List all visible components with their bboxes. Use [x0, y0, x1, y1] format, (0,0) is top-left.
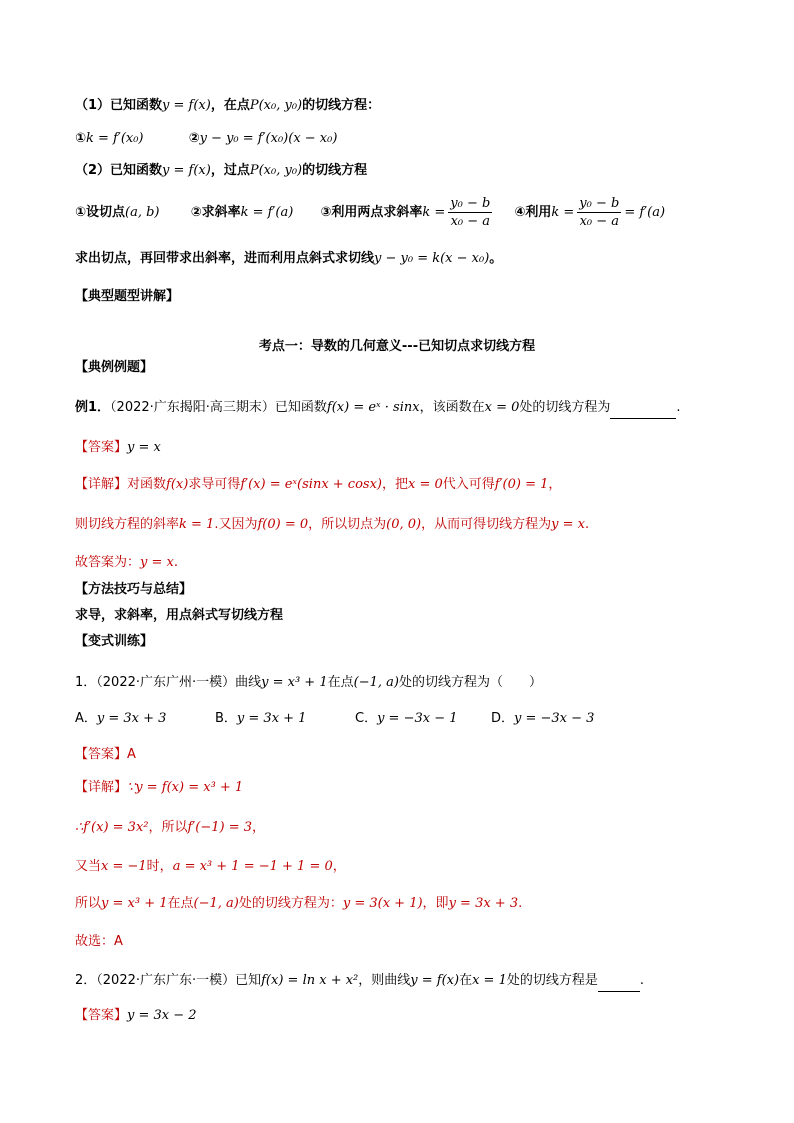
detail-text: 在点	[167, 896, 194, 911]
formula: y − y₀ = f′(x₀)(x − x₀)	[199, 131, 338, 146]
detail-text: 又当	[75, 859, 102, 874]
answer-blank	[598, 971, 640, 992]
detail-tag: 【详解】	[75, 477, 128, 492]
answer-tag: 【答案】	[75, 440, 128, 455]
formula: y = 3x + 3	[448, 896, 519, 911]
question-text: 在点	[327, 675, 354, 690]
question-text: ，该函数在	[419, 400, 485, 415]
question-text: （2022·广东揭阳·高三期末）已知函数	[110, 400, 327, 415]
detail-text: 所以	[75, 896, 102, 911]
detail-text: 处的切线方程为：	[238, 896, 343, 911]
section-header: 【变式训练】	[75, 634, 154, 649]
section-header: 【方法技巧与总结】	[75, 582, 193, 597]
detail-text: ，	[252, 820, 266, 835]
option-letter: D．	[491, 711, 515, 726]
option-c[interactable]	[355, 709, 491, 729]
detail-line	[75, 475, 754, 495]
formula: ∴f′(x) = 3x²	[75, 820, 149, 835]
formula: y = −3x − 1	[377, 711, 458, 726]
formula: y = f(x)	[162, 163, 211, 178]
formula: k =	[422, 205, 446, 220]
marker: ②	[188, 131, 200, 146]
detail-text: 时，	[146, 859, 173, 874]
formula: (0, 0)	[386, 517, 422, 532]
marker: ①	[75, 131, 87, 146]
fraction-denominator: x₀ − a	[450, 214, 491, 229]
detail-text: ，即	[422, 896, 449, 911]
formula: (−1, a)	[353, 675, 399, 690]
question-line	[75, 673, 754, 693]
formula: f′(0) = 1	[494, 477, 549, 492]
detail-text: 对函数	[127, 477, 167, 492]
formula: k = f′(a)	[240, 205, 294, 220]
intro-text: ，过点	[210, 163, 250, 178]
topic-title: 考点一：导数的几何意义---已知切点求切线方程	[258, 339, 536, 354]
question-text: 处的切线方程是	[506, 973, 598, 988]
formula: (−1, a)	[193, 896, 239, 911]
intro-text: 的切线方程：	[302, 98, 381, 113]
formula: f(x) = eˣ · sinx	[326, 400, 420, 415]
formula: y = x³ + 1	[261, 675, 328, 690]
formula: y = −3x − 3	[514, 711, 595, 726]
answer-line	[75, 745, 754, 765]
formula: (a, b)	[125, 205, 160, 220]
detail-text: ，	[332, 859, 346, 874]
intro-text: ③利用两点求斜率	[320, 205, 423, 220]
question-text: 处的切线方程为（ ）	[398, 675, 542, 690]
intro-text: （1）已知函数	[75, 98, 163, 113]
option-letter: C．	[355, 711, 378, 726]
formula: y = x	[551, 517, 585, 532]
intro-line-3	[75, 161, 754, 181]
formula: k = 1	[179, 517, 215, 532]
fraction-numerator: y₀ − b	[579, 196, 620, 211]
formula: P(x₀, y₀)	[249, 163, 303, 178]
formula: f(0) = 0	[257, 517, 309, 532]
intro-text: 。	[489, 251, 503, 266]
detail-text: 求导可得	[188, 477, 241, 492]
example-question	[75, 398, 754, 419]
question-text: 1．（2022·广东广州·一模）曲线	[75, 675, 262, 690]
question-text: 在	[459, 973, 473, 988]
formula: y = f(x)	[162, 98, 211, 113]
option-a[interactable]	[75, 709, 215, 729]
intro-line-1	[75, 96, 754, 116]
detail-text: 则切线方程的斜率	[75, 517, 180, 532]
example-label: 例1．	[75, 400, 111, 415]
detail-text: 故答案为：	[75, 555, 141, 570]
detail-text: .	[173, 555, 178, 570]
answer-line	[75, 1006, 754, 1026]
option-letter: A．	[75, 711, 97, 726]
formula: P(x₀, y₀)	[249, 98, 303, 113]
fraction-numerator: y₀ − b	[450, 196, 491, 211]
question-text: .	[676, 400, 681, 415]
question-text: 2．（2022·广东广东·一模）已知	[75, 973, 262, 988]
detail-text: 代入可得	[442, 477, 495, 492]
option-b[interactable]	[215, 709, 355, 729]
formula: f(x)	[166, 477, 189, 492]
formula: y = 3x − 2	[127, 1008, 197, 1023]
intro-text: ，在点	[210, 98, 250, 113]
formula: a = x³ + 1 = −1 + 1 = 0	[172, 859, 333, 874]
formula: k =	[551, 205, 575, 220]
intro-text: ②求斜率	[190, 205, 241, 220]
formula: y = 3(x + 1)	[342, 896, 423, 911]
question-text: ，则曲线	[358, 973, 411, 988]
detail-line: 故选：A	[75, 934, 123, 949]
answer-tag: 【答案】	[75, 1008, 128, 1023]
method-text: 求导，求斜率，用点斜式写切线方程	[75, 608, 284, 623]
intro-line-4	[75, 194, 754, 234]
detail-line	[75, 818, 754, 838]
formula: = f′(a)	[624, 205, 666, 220]
options-row	[75, 709, 754, 729]
formula: ∵y = f(x) = x³ + 1	[127, 780, 244, 795]
question-line	[75, 971, 754, 992]
detail-text: ，	[548, 477, 562, 492]
formula: f′(x) = eˣ(sinx + cosx)	[240, 477, 382, 492]
formula: y = f(x)	[410, 973, 460, 988]
detail-line	[75, 553, 754, 573]
formula: y = x³ + 1	[101, 896, 168, 911]
formula: y = 3x + 3	[96, 711, 167, 726]
option-d[interactable]	[491, 709, 631, 729]
detail-text: ，所以切点为	[308, 517, 387, 532]
intro-text: ④利用	[514, 205, 552, 220]
formula: y = x	[127, 440, 161, 455]
intro-text: 的切线方程	[302, 163, 368, 178]
formula: x = 0	[484, 400, 520, 415]
intro-text: （2）已知函数	[75, 163, 163, 178]
detail-text: .	[584, 517, 590, 532]
detail-line	[75, 778, 754, 798]
question-text: .	[639, 973, 645, 988]
formula: x = 1	[472, 973, 507, 988]
intro-line-5	[75, 249, 754, 269]
detail-line	[75, 515, 754, 535]
formula: k = f′(x₀)	[86, 131, 144, 146]
detail-text: .又因为	[214, 517, 258, 532]
detail-tag: 【详解】	[75, 780, 128, 795]
formula: y = 3x + 1	[236, 711, 307, 726]
formula: f′(−1) = 3	[187, 820, 252, 835]
formula: x = 0	[408, 477, 443, 492]
section-header: 【典型题型讲解】	[75, 289, 180, 304]
option-letter: B．	[215, 711, 237, 726]
section-header: 【典例例题】	[75, 360, 154, 375]
fraction	[577, 195, 621, 230]
detail-text: ，从而可得切线方程为	[421, 517, 552, 532]
detail-text: ，所以	[148, 820, 188, 835]
formula: f(x) = ln x + x²	[261, 973, 359, 988]
formula: x = −1	[101, 859, 147, 874]
intro-line-2	[75, 129, 754, 149]
answer-tag: 【答案】	[75, 747, 128, 762]
detail-text: .	[518, 896, 523, 911]
intro-text: ①设切点	[75, 205, 126, 220]
detail-line	[75, 857, 754, 877]
intro-text: 求出切点，再回带求出斜率，进而利用点斜式求切线	[75, 251, 375, 266]
detail-text: ，把	[382, 477, 409, 492]
question-text: 处的切线方程为	[519, 400, 611, 415]
answer-value: A	[127, 747, 136, 762]
formula: y = x	[140, 555, 174, 570]
fraction-denominator: x₀ − a	[579, 214, 620, 229]
fraction	[448, 195, 492, 230]
answer-line	[75, 438, 754, 458]
answer-blank	[610, 398, 676, 419]
detail-line	[75, 894, 754, 914]
formula: y − y₀ = k(x − x₀)	[374, 251, 490, 266]
